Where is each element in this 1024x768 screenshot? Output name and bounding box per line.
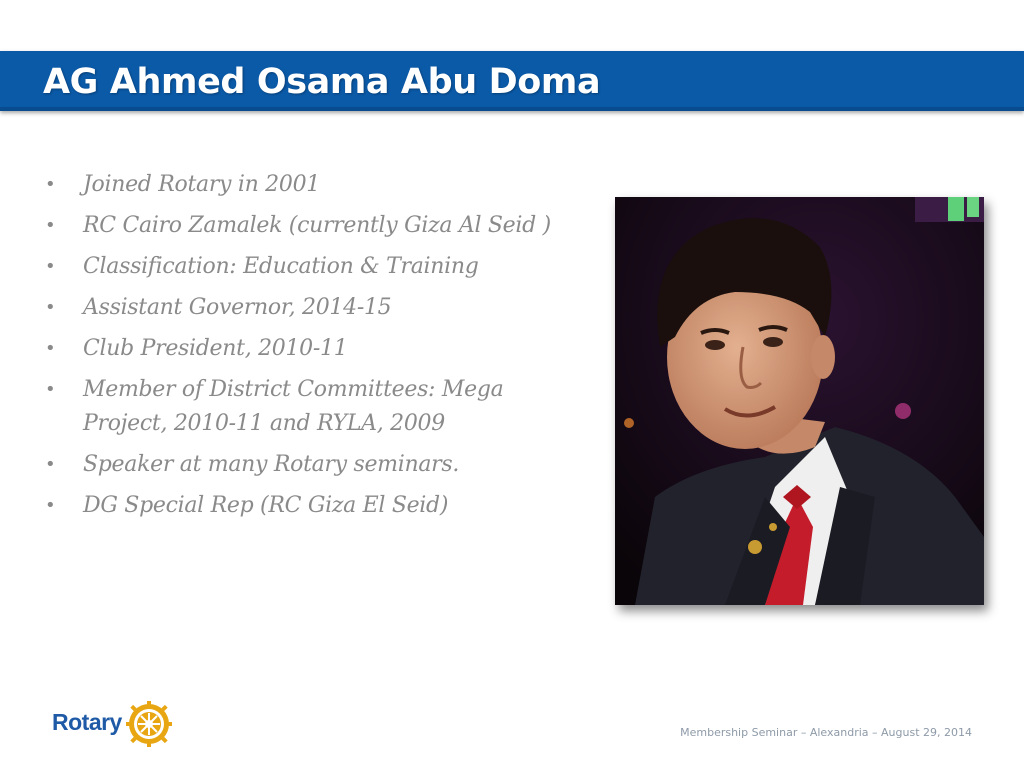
bullet-item <box>43 168 583 202</box>
bullet-item <box>43 250 583 284</box>
bullet-text: Speaker at many Rotary seminars. <box>83 452 460 477</box>
rotary-logo-text: Rotary <box>52 709 122 735</box>
bullet-dot: • <box>45 338 56 359</box>
bullet-text: Classification: Education & Training <box>83 254 479 279</box>
bullet-text: Joined Rotary in 2001 <box>83 172 320 197</box>
bullet-item <box>43 373 583 441</box>
bullet-item <box>43 489 583 523</box>
bullet-dot: • <box>45 174 56 195</box>
portrait-illustration <box>615 197 984 605</box>
footer-caption: Membership Seminar – Alexandria – August 29, 2014 <box>680 726 972 739</box>
bullet-dot: • <box>45 454 56 475</box>
bullet-item <box>43 209 583 243</box>
slide-title: AG Ahmed Osama Abu Doma <box>43 62 601 102</box>
bullet-text: Assistant Governor, 2014-15 <box>83 295 392 320</box>
bullet-item <box>43 291 583 325</box>
bullet-text: Club President, 2010-11 <box>83 336 348 361</box>
bullet-text: RC Cairo Zamalek (currently Giza Al Seid ) <box>83 213 551 238</box>
title-bar-shadow-line <box>0 107 1024 111</box>
bullet-text: DG Special Rep (RC Giza El Seid) <box>83 493 449 518</box>
bullet-dot: • <box>45 256 56 277</box>
rotary-wheel-icon <box>125 700 173 748</box>
rotary-logo <box>52 700 182 748</box>
bullet-item <box>43 332 583 366</box>
bullet-dot: • <box>45 297 56 318</box>
bullet-text: Member of District Committees: Mega Project, 2010-11 and RYLA, 2009 <box>83 377 504 436</box>
portrait-photo <box>615 197 984 605</box>
bullet-item <box>43 448 583 482</box>
bullet-dot: • <box>45 379 56 400</box>
bullet-list <box>43 168 583 530</box>
bullet-dot: • <box>45 215 56 236</box>
bullet-dot: • <box>45 495 56 516</box>
